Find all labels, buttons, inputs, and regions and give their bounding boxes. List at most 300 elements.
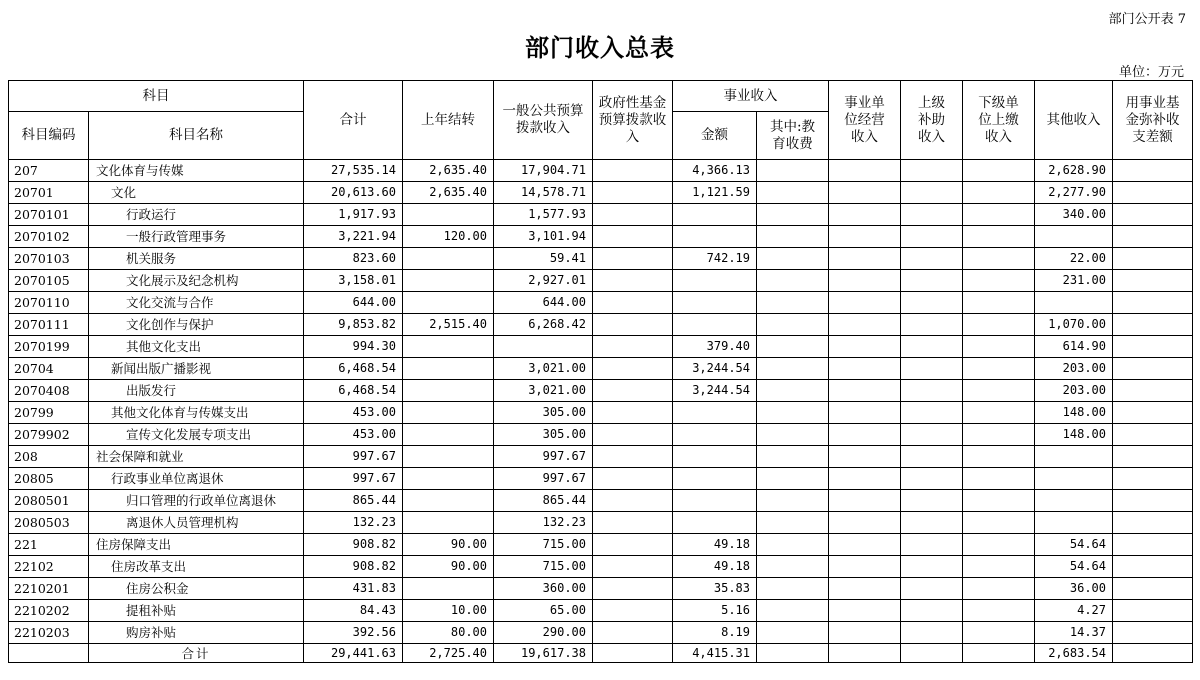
row-carryover: 90.00 [403, 556, 494, 578]
row-name: 归口管理的行政单位离退休 [89, 490, 304, 512]
row-career-edu [757, 578, 829, 600]
table-row [9, 622, 1193, 644]
row-general: 865.44 [494, 490, 593, 512]
row-other: 14.37 [1035, 622, 1113, 644]
row-carryover [403, 336, 494, 358]
row-fund [1113, 270, 1193, 292]
row-name: 机关服务 [89, 248, 304, 270]
row-general: 1,577.93 [494, 204, 593, 226]
row-total: 908.82 [304, 534, 403, 556]
row-business [829, 336, 901, 358]
row-business [829, 578, 901, 600]
row-total: 6,468.54 [304, 358, 403, 380]
row-superior [901, 314, 963, 336]
row-gov-fund [593, 182, 673, 204]
row-name: 出版发行 [89, 380, 304, 402]
row-gov-fund [593, 314, 673, 336]
row-subordinate [963, 622, 1035, 644]
row-fund [1113, 578, 1193, 600]
row-general: 644.00 [494, 292, 593, 314]
row-subordinate [963, 358, 1035, 380]
row-general: 997.67 [494, 446, 593, 468]
row-carryover: 2,635.40 [403, 160, 494, 182]
row-career-amount [673, 468, 757, 490]
row-career-edu [757, 622, 829, 644]
row-carryover [403, 490, 494, 512]
row-gov-fund [593, 512, 673, 534]
row-other: 22.00 [1035, 248, 1113, 270]
row-general: 17,904.71 [494, 160, 593, 182]
row-fund [1113, 292, 1193, 314]
row-total: 908.82 [304, 556, 403, 578]
row-general: 305.00 [494, 402, 593, 424]
row-name: 文化体育与传媒 [89, 160, 304, 182]
row-name: 提租补贴 [89, 600, 304, 622]
row-superior [901, 204, 963, 226]
row-carryover [403, 424, 494, 446]
row-fund [1113, 402, 1193, 424]
row-business [829, 358, 901, 380]
row-gov-fund [593, 204, 673, 226]
row-other: 614.90 [1035, 336, 1113, 358]
row-general: 14,578.71 [494, 182, 593, 204]
table-row [9, 600, 1193, 622]
row-subordinate [963, 226, 1035, 248]
table-header [9, 81, 1193, 160]
row-business [829, 556, 901, 578]
row-code: 208 [9, 446, 89, 468]
row-carryover [403, 512, 494, 534]
row-total: 1,917.93 [304, 204, 403, 226]
row-name: 文化创作与保护 [89, 314, 304, 336]
header-career-income: 事业收入 [673, 81, 829, 112]
row-name: 行政运行 [89, 204, 304, 226]
header-gov-fund: 政府性基金预算拨款收入 [593, 81, 673, 160]
row-carryover: 90.00 [403, 534, 494, 556]
row-superior [901, 556, 963, 578]
header-other-income: 其他收入 [1035, 81, 1113, 160]
row-fund [1113, 204, 1193, 226]
row-career-amount [673, 204, 757, 226]
row-fund [1113, 534, 1193, 556]
row-general [494, 336, 593, 358]
row-career-amount [673, 512, 757, 534]
row-other [1035, 446, 1113, 468]
row-general: 65.00 [494, 600, 593, 622]
row-career-edu [757, 160, 829, 182]
table-row [9, 556, 1193, 578]
table-row [9, 358, 1193, 380]
row-fund [1113, 424, 1193, 446]
header-career-fund: 用事业基金弥补收支差额 [1113, 81, 1193, 160]
header-career-amount: 金额 [673, 112, 757, 160]
row-career-amount: 5.16 [673, 600, 757, 622]
row-subordinate [963, 600, 1035, 622]
row-carryover: 2,515.40 [403, 314, 494, 336]
row-general: 2,927.01 [494, 270, 593, 292]
row-business [829, 600, 901, 622]
row-general: 715.00 [494, 556, 593, 578]
row-career-edu [757, 600, 829, 622]
row-total: 997.67 [304, 468, 403, 490]
row-total: 9,853.82 [304, 314, 403, 336]
row-gov-fund [593, 556, 673, 578]
row-gov-fund [593, 270, 673, 292]
row-gov-fund [593, 490, 673, 512]
row-career-edu [757, 226, 829, 248]
table-row [9, 490, 1193, 512]
row-fund [1113, 314, 1193, 336]
row-other: 2,628.90 [1035, 160, 1113, 182]
table-row [9, 204, 1193, 226]
row-carryover [403, 402, 494, 424]
row-name: 宣传文化发展专项支出 [89, 424, 304, 446]
table-body [9, 160, 1193, 644]
table-row [9, 226, 1193, 248]
header-subject: 科目 [9, 81, 304, 112]
row-code: 2210203 [9, 622, 89, 644]
row-fund [1113, 556, 1193, 578]
row-total: 3,158.01 [304, 270, 403, 292]
row-superior [901, 578, 963, 600]
total-row-gov-fund [593, 644, 673, 663]
row-gov-fund [593, 468, 673, 490]
total-row [9, 644, 1193, 663]
row-superior [901, 226, 963, 248]
row-name: 住房保障支出 [89, 534, 304, 556]
row-subordinate [963, 468, 1035, 490]
row-superior [901, 292, 963, 314]
row-career-edu [757, 336, 829, 358]
table-row [9, 402, 1193, 424]
row-gov-fund [593, 226, 673, 248]
row-gov-fund [593, 534, 673, 556]
row-total: 994.30 [304, 336, 403, 358]
row-superior [901, 534, 963, 556]
row-name: 文化 [89, 182, 304, 204]
row-total: 84.43 [304, 600, 403, 622]
row-subordinate [963, 314, 1035, 336]
row-gov-fund [593, 358, 673, 380]
row-business [829, 490, 901, 512]
row-superior [901, 600, 963, 622]
row-career-edu [757, 490, 829, 512]
row-other: 1,070.00 [1035, 314, 1113, 336]
table-row [9, 160, 1193, 182]
header-career-edu: 其中:教育收费 [757, 112, 829, 160]
table-row [9, 248, 1193, 270]
header-subject-name: 科目名称 [89, 112, 304, 160]
row-general: 3,021.00 [494, 358, 593, 380]
table-row [9, 270, 1193, 292]
row-code: 207 [9, 160, 89, 182]
row-career-amount: 49.18 [673, 556, 757, 578]
table-row [9, 380, 1193, 402]
row-total: 865.44 [304, 490, 403, 512]
row-code: 2080503 [9, 512, 89, 534]
row-subordinate [963, 534, 1035, 556]
row-code: 2210201 [9, 578, 89, 600]
row-career-amount: 4,366.13 [673, 160, 757, 182]
row-general: 305.00 [494, 424, 593, 446]
row-other: 148.00 [1035, 424, 1113, 446]
row-code: 2080501 [9, 490, 89, 512]
header-general-budget: 一般公共预算拨款收入 [494, 81, 593, 160]
row-other [1035, 490, 1113, 512]
row-career-amount [673, 270, 757, 292]
row-gov-fund [593, 622, 673, 644]
row-subordinate [963, 402, 1035, 424]
row-other: 203.00 [1035, 358, 1113, 380]
row-superior [901, 336, 963, 358]
row-code: 2070110 [9, 292, 89, 314]
row-subordinate [963, 182, 1035, 204]
row-code: 2070111 [9, 314, 89, 336]
row-code: 2070102 [9, 226, 89, 248]
row-other [1035, 512, 1113, 534]
row-career-edu [757, 424, 829, 446]
row-career-amount: 379.40 [673, 336, 757, 358]
row-carryover: 10.00 [403, 600, 494, 622]
row-superior [901, 424, 963, 446]
row-name: 文化交流与合作 [89, 292, 304, 314]
row-career-edu [757, 380, 829, 402]
row-code: 2079902 [9, 424, 89, 446]
row-subordinate [963, 424, 1035, 446]
row-carryover [403, 468, 494, 490]
row-other: 203.00 [1035, 380, 1113, 402]
row-fund [1113, 182, 1193, 204]
row-career-edu [757, 446, 829, 468]
row-career-amount: 3,244.54 [673, 358, 757, 380]
header-total: 合计 [304, 81, 403, 160]
row-career-edu [757, 468, 829, 490]
row-carryover: 2,635.40 [403, 182, 494, 204]
row-name: 离退休人员管理机构 [89, 512, 304, 534]
row-gov-fund [593, 336, 673, 358]
row-fund [1113, 468, 1193, 490]
table-row [9, 446, 1193, 468]
row-career-edu [757, 512, 829, 534]
row-subordinate [963, 490, 1035, 512]
row-total: 392.56 [304, 622, 403, 644]
row-code: 221 [9, 534, 89, 556]
row-career-amount: 742.19 [673, 248, 757, 270]
row-total: 3,221.94 [304, 226, 403, 248]
row-subordinate [963, 446, 1035, 468]
row-fund [1113, 380, 1193, 402]
total-row-carryover: 2,725.40 [403, 644, 494, 663]
row-subordinate [963, 380, 1035, 402]
total-row-label: 合计 [89, 644, 304, 663]
row-other: 4.27 [1035, 600, 1113, 622]
total-row-general: 19,617.38 [494, 644, 593, 663]
row-business [829, 160, 901, 182]
row-name: 行政事业单位离退休 [89, 468, 304, 490]
row-superior [901, 402, 963, 424]
page-title: 部门收入总表 [525, 33, 675, 62]
row-business [829, 226, 901, 248]
row-business [829, 270, 901, 292]
row-code: 2210202 [9, 600, 89, 622]
row-code: 2070103 [9, 248, 89, 270]
total-row-superior [901, 644, 963, 663]
row-business [829, 512, 901, 534]
row-name: 其他文化体育与传媒支出 [89, 402, 304, 424]
row-career-edu [757, 204, 829, 226]
total-row-fund [1113, 644, 1193, 663]
row-fund [1113, 358, 1193, 380]
row-career-edu [757, 534, 829, 556]
row-carryover [403, 380, 494, 402]
row-subordinate [963, 336, 1035, 358]
row-subordinate [963, 204, 1035, 226]
header-carryover: 上年结转 [403, 81, 494, 160]
row-business [829, 248, 901, 270]
total-row-career-amount: 4,415.31 [673, 644, 757, 663]
row-total: 6,468.54 [304, 380, 403, 402]
row-total: 132.23 [304, 512, 403, 534]
row-subordinate [963, 556, 1035, 578]
row-career-amount: 8.19 [673, 622, 757, 644]
row-subordinate [963, 160, 1035, 182]
row-gov-fund [593, 600, 673, 622]
row-superior [901, 622, 963, 644]
row-name: 文化展示及纪念机构 [89, 270, 304, 292]
row-name: 其他文化支出 [89, 336, 304, 358]
total-row-business [829, 644, 901, 663]
row-gov-fund [593, 424, 673, 446]
row-other: 2,277.90 [1035, 182, 1113, 204]
row-code: 20704 [9, 358, 89, 380]
row-general: 997.67 [494, 468, 593, 490]
row-name: 一般行政管理事务 [89, 226, 304, 248]
row-subordinate [963, 512, 1035, 534]
total-row-total: 29,441.63 [304, 644, 403, 663]
row-gov-fund [593, 380, 673, 402]
row-career-edu [757, 402, 829, 424]
header-subordinate-income: 下级单位上缴收入 [963, 81, 1035, 160]
row-general: 59.41 [494, 248, 593, 270]
total-row-other: 2,683.54 [1035, 644, 1113, 663]
row-career-edu [757, 292, 829, 314]
row-fund [1113, 512, 1193, 534]
row-superior [901, 490, 963, 512]
row-career-amount: 35.83 [673, 578, 757, 600]
row-code: 2070105 [9, 270, 89, 292]
row-other [1035, 292, 1113, 314]
row-superior [901, 446, 963, 468]
row-business [829, 182, 901, 204]
row-general: 360.00 [494, 578, 593, 600]
row-code: 2070199 [9, 336, 89, 358]
row-fund [1113, 600, 1193, 622]
row-business [829, 380, 901, 402]
row-fund [1113, 160, 1193, 182]
table-row [9, 336, 1193, 358]
row-code: 20701 [9, 182, 89, 204]
row-career-edu [757, 358, 829, 380]
row-code: 22102 [9, 556, 89, 578]
total-row-code [9, 644, 89, 663]
total-row-career-edu [757, 644, 829, 663]
row-name: 住房改革支出 [89, 556, 304, 578]
table-row [9, 578, 1193, 600]
row-gov-fund [593, 248, 673, 270]
row-gov-fund [593, 578, 673, 600]
row-other: 148.00 [1035, 402, 1113, 424]
row-carryover [403, 358, 494, 380]
row-fund [1113, 446, 1193, 468]
income-summary-table [8, 80, 1193, 663]
row-business [829, 622, 901, 644]
row-gov-fund [593, 402, 673, 424]
row-business [829, 402, 901, 424]
row-superior [901, 160, 963, 182]
row-career-edu [757, 270, 829, 292]
total-row-subordinate [963, 644, 1035, 663]
row-total: 823.60 [304, 248, 403, 270]
row-general: 715.00 [494, 534, 593, 556]
row-carryover [403, 292, 494, 314]
row-fund [1113, 622, 1193, 644]
row-total: 20,613.60 [304, 182, 403, 204]
table-row [9, 534, 1193, 556]
row-fund [1113, 226, 1193, 248]
row-name: 新闻出版广播影视 [89, 358, 304, 380]
row-total: 997.67 [304, 446, 403, 468]
row-total: 453.00 [304, 424, 403, 446]
table-row [9, 292, 1193, 314]
row-subordinate [963, 270, 1035, 292]
row-career-amount [673, 490, 757, 512]
row-name: 社会保障和就业 [89, 446, 304, 468]
row-career-amount [673, 226, 757, 248]
row-total: 453.00 [304, 402, 403, 424]
table-row [9, 468, 1193, 490]
row-career-amount [673, 402, 757, 424]
row-carryover [403, 446, 494, 468]
row-other: 36.00 [1035, 578, 1113, 600]
row-carryover: 80.00 [403, 622, 494, 644]
row-other: 340.00 [1035, 204, 1113, 226]
row-subordinate [963, 292, 1035, 314]
row-career-amount [673, 292, 757, 314]
row-superior [901, 248, 963, 270]
row-superior [901, 358, 963, 380]
unit-label: 单位：万元 [1118, 65, 1184, 80]
row-gov-fund [593, 292, 673, 314]
row-other [1035, 226, 1113, 248]
row-code: 20805 [9, 468, 89, 490]
row-total: 27,535.14 [304, 160, 403, 182]
table-number-label: 部门公开表 7 [1108, 12, 1186, 27]
row-superior [901, 270, 963, 292]
row-business [829, 292, 901, 314]
row-career-edu [757, 182, 829, 204]
row-code: 2070101 [9, 204, 89, 226]
row-business [829, 314, 901, 336]
row-career-amount: 49.18 [673, 534, 757, 556]
row-career-edu [757, 556, 829, 578]
row-carryover [403, 270, 494, 292]
row-other [1035, 468, 1113, 490]
row-carryover [403, 248, 494, 270]
row-name: 购房补贴 [89, 622, 304, 644]
row-business [829, 446, 901, 468]
row-career-amount: 3,244.54 [673, 380, 757, 402]
row-career-amount [673, 314, 757, 336]
